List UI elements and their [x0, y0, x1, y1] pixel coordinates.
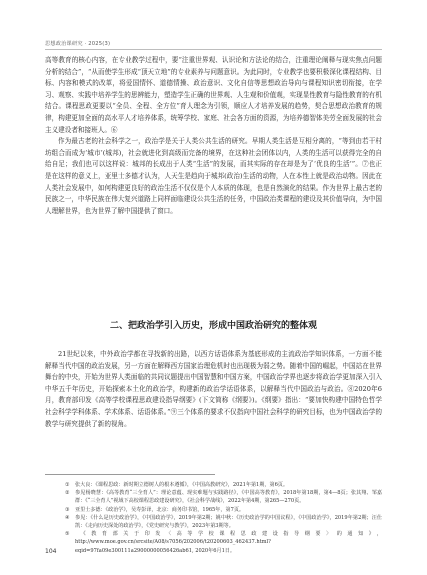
paragraph: 高等教育的核心内容，在专业教学过程中，要“注重世界观、认识论和方法论的结合，注重理论阐释与现实焦点问题分析的结合”，“从而使学生形成“顶天立地”的专业素养与问题意识。为此同时，专业教学也要积极深化课程结构、目标、内容和模式的改革，将爱国情怀、道德情操、政治意识、文化自信等思想政治导向与课程知识密切衔接，在学习、观察、实践中培养学生的思辨能力，塑造学生正确的世界观、人生观和价值观，实现显性教育与隐性教育的有机结合。课程思政更要以“全员、全程、全方位”育人理念为引领，顺应人才培养发展的趋势，契合思想政治教育的规律，构建更加全面的高水平人才培养体系，统筹学校、家庭、社会各方面的资源，为培养德智体美劳全面发展的社会主义建设者和接班人。⑥ — [45, 56, 382, 134]
footnote-number: ② — [65, 490, 70, 497]
footnote-rule — [45, 474, 215, 475]
body-text-top — [45, 55, 382, 217]
footnote-number: ⑤ — [65, 531, 70, 538]
footnote — [45, 506, 382, 514]
footnote-text: 参见杨晓慧：《高等教育“三全育人”：理论意蕴、现实难题与实践路径》，《中国高等教育》，2018年第18期，第4—8页；张其翔、邹嘉群：《“三全育人”视域下高校课程思政建设研究》，《社会科学战线》，2022年第4期，第265—270页。 — [75, 490, 382, 505]
footnote-text: 张大良：《课程思政：新时期立德树人的根本遵循》，《中国高教研究》，2021年第1期，第6页。 — [75, 482, 288, 488]
body-text-bottom — [45, 349, 382, 430]
footnote — [45, 530, 382, 555]
footnote — [45, 514, 382, 530]
footnote-text: 《教育部关于印发〈高等学校课程思政建设指导纲要〉的通知》，http://www.moe.gov.cn/srcsite/A08/s7056/202006/t20200603_462437.html?eqid=97fa09e300111a29000000056426ab61, 2020年6月1日。 — [75, 531, 382, 554]
footnote-number: ① — [65, 482, 70, 488]
paragraph: 作为最古老的社会科学之一，政治学是关于人类公共生活的研究。早期人类生活是互相分离的，“等到由若干村坊组合而成为‘城市’(城邦)，社会就进化到高级而完备的境界，在这种社会团体以内，人类的生活可以获得完全的自给自足；我们也可以这样说：城邦的长成出于人类“生活”的发展，而其实际的存在却是为了‘优良的生活’”。⑦也正是在这样的意义上，亚里士多德才认为，人天生是趋向于城邦(政治)生活的动物，人在本性上就是政治动物。因此在人类社会发展中，如何构建更良好的政治生活不仅仅是个人本质的体现，也是自然演化的结果。作为世界上最古老的民族之一，中华民族在伟大复兴道路上同样面临建设公共生活的任务，中国政治类课程的建设及其价值导向，为中国人理解世界，也为世界了解中国提供了窗口。 — [45, 137, 382, 215]
footnote — [45, 481, 382, 489]
paragraph: 21世纪以来，中外政治学都在寻找新的出路，以西方话语体系为基底形成的主流政治学知识体系，一方面不能解释当代中国的政治发展，另一方面在解释西方国家治理危机时也出现极为弱之势。随着中国的崛起，中国站在世界舞台的中央，开始为世界人类面临的共同议题提出中国智慧和中国方案，中国政治学界也逐步将政治学更加深入引入中华五千年历史，开始探索本土化的政治学，构建新的政治学话语体系，以解释当代中国政治与政治。⑧2020年6月，教育部印发《高等学校课程思政建设指导纲要》(下文简称《纲要》)。《纲要》指出：“要加快构建中国特色哲学社会科学学科体系、学术体系、话语体系。”⑨三个体系的要求不仅指向中国社会科学的研究目标，也为中国政治学的教学与研究提供了新的视角。 — [45, 350, 382, 428]
section-heading: 二、把政治学引入历史，形成中国政治研究的整体观 — [109, 321, 317, 331]
footnote-number: ④ — [65, 514, 70, 521]
footnote-text: 亚里士多德：《政治学》，吴寿彭译，北京：商务印书馆，1965年，第7页。 — [75, 506, 245, 513]
footnote-number: ③ — [65, 506, 70, 513]
footnote — [45, 489, 382, 505]
header-rule — [45, 49, 382, 50]
page-number: 104 — [45, 548, 57, 555]
running-head: 思想政治课研究 · 2025(3) — [45, 41, 111, 47]
footnotes — [45, 481, 382, 555]
footnote-text: 参见：《什么是历史政治学》，《中国政治学》，2019年第2期；姚中秋：《历史政治学的中国议程》，《中国政治学》，2019年第2期；汪仕凯：《走向历史深处的政治学》，《党史研究与教学》，2023年第3期等。 — [75, 514, 382, 530]
